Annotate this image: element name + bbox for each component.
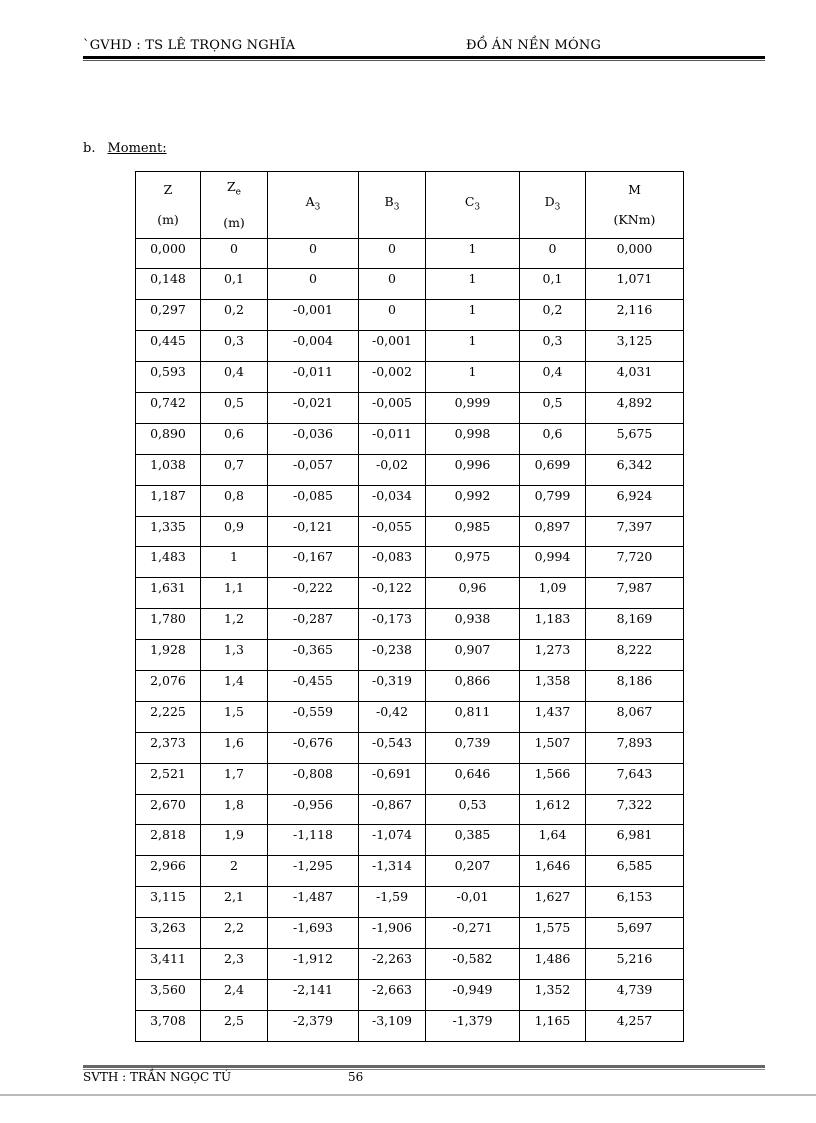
table-cell: 2,1 — [201, 887, 268, 918]
table-row — [136, 392, 684, 423]
table-cell: -0,02 — [359, 454, 426, 485]
table-cell: 1 — [426, 362, 520, 393]
table-row — [136, 918, 684, 949]
table-cell: -3,109 — [359, 1010, 426, 1041]
table-cell: 1,437 — [520, 701, 586, 732]
table-cell: 1 — [426, 238, 520, 269]
table-cell: 4,739 — [586, 979, 684, 1010]
table-row — [136, 269, 684, 300]
table-cell: -0,005 — [359, 392, 426, 423]
table-cell: 0,994 — [520, 547, 586, 578]
table-cell: -0,582 — [426, 948, 520, 979]
table-cell: -0,001 — [268, 300, 359, 331]
table-cell: 1,273 — [520, 640, 586, 671]
table-cell: 1,187 — [136, 485, 201, 516]
header-title: ĐỒ ÁN NỀN MÓNG — [466, 38, 602, 53]
table-cell: 0,7 — [201, 454, 268, 485]
section-marker: b. — [83, 141, 96, 156]
table-cell: 0,890 — [136, 423, 201, 454]
table-cell: -0,036 — [268, 423, 359, 454]
table-cell: 0,000 — [586, 238, 684, 269]
table-row — [136, 701, 684, 732]
table-cell: 2,521 — [136, 763, 201, 794]
table-cell: -0,021 — [268, 392, 359, 423]
table-cell: 0,975 — [426, 547, 520, 578]
footer-student: SVTH : TRẦN NGỌC TÚ — [83, 1070, 232, 1084]
table-cell: -2,263 — [359, 948, 426, 979]
table-cell: 1,2 — [201, 609, 268, 640]
table-cell: -2,141 — [268, 979, 359, 1010]
table-cell: 0 — [359, 269, 426, 300]
table-cell: 1,038 — [136, 454, 201, 485]
table-cell: 1,5 — [201, 701, 268, 732]
table-cell: 7,643 — [586, 763, 684, 794]
table-cell: -0,676 — [268, 732, 359, 763]
table-row — [136, 516, 684, 547]
table-cell: 0,6 — [201, 423, 268, 454]
table-row — [136, 948, 684, 979]
col-header-d3: $D_3$ — [520, 172, 586, 239]
table-row — [136, 794, 684, 825]
table-cell: 0,207 — [426, 856, 520, 887]
table-cell: -0,949 — [426, 979, 520, 1010]
table-cell: 4,257 — [586, 1010, 684, 1041]
table-cell: 0,6 — [520, 423, 586, 454]
table-cell: 5,216 — [586, 948, 684, 979]
table-cell: 0,148 — [136, 269, 201, 300]
table-cell: -1,912 — [268, 948, 359, 979]
table-cell: 2,076 — [136, 670, 201, 701]
table-cell: -0,238 — [359, 640, 426, 671]
table-cell: 0,3 — [520, 331, 586, 362]
table-cell: 6,981 — [586, 825, 684, 856]
table-cell: 0,297 — [136, 300, 201, 331]
table-cell: 0,646 — [426, 763, 520, 794]
table-cell: -0,808 — [268, 763, 359, 794]
table-row — [136, 763, 684, 794]
header-rule — [83, 56, 765, 59]
table-cell: -2,379 — [268, 1010, 359, 1041]
table-cell: 1,358 — [520, 670, 586, 701]
table-cell: -1,693 — [268, 918, 359, 949]
table-row — [136, 485, 684, 516]
table-cell: 8,067 — [586, 701, 684, 732]
table-cell: 7,397 — [586, 516, 684, 547]
table-cell: -0,122 — [359, 578, 426, 609]
table-row — [136, 300, 684, 331]
table-cell: -0,034 — [359, 485, 426, 516]
table-cell: 0,999 — [426, 392, 520, 423]
table-cell: -0,287 — [268, 609, 359, 640]
table-row — [136, 609, 684, 640]
table-cell: 1,64 — [520, 825, 586, 856]
table-cell: 0,2 — [201, 300, 268, 331]
table-cell: 0 — [201, 238, 268, 269]
table-cell: 5,675 — [586, 423, 684, 454]
table-cell: -0,559 — [268, 701, 359, 732]
table-cell: -1,59 — [359, 887, 426, 918]
table-cell: 0,992 — [426, 485, 520, 516]
table-cell: 1,483 — [136, 547, 201, 578]
table-cell: 3,115 — [136, 887, 201, 918]
table-cell: -0,867 — [359, 794, 426, 825]
table-cell: -0,173 — [359, 609, 426, 640]
table-cell: 1,9 — [201, 825, 268, 856]
table-cell: 2,373 — [136, 732, 201, 763]
table-cell: 0,866 — [426, 670, 520, 701]
table-cell: 1,1 — [201, 578, 268, 609]
col-header-a3: $A_3$ — [268, 172, 359, 239]
table-cell: 1,631 — [136, 578, 201, 609]
table-cell: 2,818 — [136, 825, 201, 856]
table-row — [136, 454, 684, 485]
table-cell: 2,966 — [136, 856, 201, 887]
table-header-row — [136, 172, 684, 239]
table-cell: 1,165 — [520, 1010, 586, 1041]
table-cell: -0,004 — [268, 331, 359, 362]
table-cell: 1,071 — [586, 269, 684, 300]
table-cell: 1 — [201, 547, 268, 578]
table-cell: -1,314 — [359, 856, 426, 887]
table-cell: 0,2 — [520, 300, 586, 331]
table-cell: -0,001 — [359, 331, 426, 362]
table-row — [136, 547, 684, 578]
table-cell: 6,342 — [586, 454, 684, 485]
table-row — [136, 238, 684, 269]
table-cell: 1,507 — [520, 732, 586, 763]
table-cell: -0,083 — [359, 547, 426, 578]
table-cell: 1,352 — [520, 979, 586, 1010]
table-cell: -1,295 — [268, 856, 359, 887]
table-cell: 0,96 — [426, 578, 520, 609]
table-cell: 0,3 — [201, 331, 268, 362]
table-cell: 0,699 — [520, 454, 586, 485]
table-cell: 7,720 — [586, 547, 684, 578]
table-row — [136, 423, 684, 454]
table-row — [136, 640, 684, 671]
table-cell: 2,2 — [201, 918, 268, 949]
table-cell: 3,125 — [586, 331, 684, 362]
table-cell: 4,892 — [586, 392, 684, 423]
table-cell: 1,183 — [520, 609, 586, 640]
table-cell: 0,4 — [201, 362, 268, 393]
table-cell: -0,455 — [268, 670, 359, 701]
table-cell: 0,811 — [426, 701, 520, 732]
section-title: Moment: — [107, 141, 167, 156]
table-cell: -0,365 — [268, 640, 359, 671]
col-header-ze: $Z_e$ (m) — [201, 172, 268, 239]
table-cell: 0 — [268, 269, 359, 300]
table-row — [136, 856, 684, 887]
table-cell: 1,928 — [136, 640, 201, 671]
table-cell: 1,612 — [520, 794, 586, 825]
table-cell: 2,4 — [201, 979, 268, 1010]
table-cell: 0,996 — [426, 454, 520, 485]
table-row — [136, 1010, 684, 1041]
table-cell: 0,4 — [520, 362, 586, 393]
table-cell: 0,938 — [426, 609, 520, 640]
table-row — [136, 732, 684, 763]
table-cell: 0,9 — [201, 516, 268, 547]
footer-rule — [83, 1065, 765, 1068]
table-cell: 2 — [201, 856, 268, 887]
table-cell: 0 — [359, 300, 426, 331]
table-cell: 1,6 — [201, 732, 268, 763]
section-heading — [83, 141, 167, 156]
table-cell: -0,011 — [359, 423, 426, 454]
table-cell: 1,575 — [520, 918, 586, 949]
table-cell: -0,002 — [359, 362, 426, 393]
table-cell: 0,53 — [426, 794, 520, 825]
table-cell: 3,708 — [136, 1010, 201, 1041]
table-cell: 0,985 — [426, 516, 520, 547]
table-cell: -0,42 — [359, 701, 426, 732]
table-cell: -0,319 — [359, 670, 426, 701]
table-cell: 1,566 — [520, 763, 586, 794]
table-cell: -0,085 — [268, 485, 359, 516]
table-cell: 0 — [359, 238, 426, 269]
table-cell: 0,1 — [201, 269, 268, 300]
table-cell: 0,1 — [520, 269, 586, 300]
table-cell: -0,222 — [268, 578, 359, 609]
table-cell: 7,987 — [586, 578, 684, 609]
table-cell: 6,153 — [586, 887, 684, 918]
table-row — [136, 825, 684, 856]
table-cell: 0,998 — [426, 423, 520, 454]
table-cell: 1 — [426, 269, 520, 300]
table-cell: 0,799 — [520, 485, 586, 516]
table-cell: 8,222 — [586, 640, 684, 671]
table-row — [136, 362, 684, 393]
table-cell: 2,670 — [136, 794, 201, 825]
table-cell: 7,322 — [586, 794, 684, 825]
table-cell: 0,742 — [136, 392, 201, 423]
table-cell: 0 — [268, 238, 359, 269]
table-cell: 0,5 — [520, 392, 586, 423]
table-cell: -0,956 — [268, 794, 359, 825]
table-cell: 5,697 — [586, 918, 684, 949]
table-cell: 1,4 — [201, 670, 268, 701]
col-header-c3: $C_3$ — [426, 172, 520, 239]
table-cell: -0,055 — [359, 516, 426, 547]
table-row — [136, 670, 684, 701]
table-cell: -0,121 — [268, 516, 359, 547]
table-cell: 2,116 — [586, 300, 684, 331]
table-cell: 6,585 — [586, 856, 684, 887]
table-row — [136, 887, 684, 918]
table-cell: -0,543 — [359, 732, 426, 763]
table-cell: 1 — [426, 300, 520, 331]
header-rule-thin — [83, 60, 765, 61]
table-cell: 2,3 — [201, 948, 268, 979]
table-cell: 8,169 — [586, 609, 684, 640]
table-cell: 3,411 — [136, 948, 201, 979]
table-cell: 1,780 — [136, 609, 201, 640]
table-cell: -0,057 — [268, 454, 359, 485]
col-header-z: Z (m) — [136, 172, 201, 239]
table-cell: 0,5 — [201, 392, 268, 423]
table-cell: -1,074 — [359, 825, 426, 856]
table-cell: 0,897 — [520, 516, 586, 547]
table-cell: 0 — [520, 238, 586, 269]
table-cell: 1,627 — [520, 887, 586, 918]
table-cell: -0,011 — [268, 362, 359, 393]
table-cell: -0,167 — [268, 547, 359, 578]
table-cell: 6,924 — [586, 485, 684, 516]
table-row — [136, 979, 684, 1010]
table-cell: 0,385 — [426, 825, 520, 856]
table-cell: 0,593 — [136, 362, 201, 393]
table-cell: -1,379 — [426, 1010, 520, 1041]
table-cell: -0,271 — [426, 918, 520, 949]
table-cell: 1,8 — [201, 794, 268, 825]
table-cell: 0,8 — [201, 485, 268, 516]
table-cell: 0,907 — [426, 640, 520, 671]
table-cell: -0,691 — [359, 763, 426, 794]
table-cell: 3,560 — [136, 979, 201, 1010]
table-cell: -1,906 — [359, 918, 426, 949]
table-cell: 0,445 — [136, 331, 201, 362]
col-header-m: M (KNm) — [586, 172, 684, 239]
table-cell: -0,01 — [426, 887, 520, 918]
table-cell: 1,486 — [520, 948, 586, 979]
moment-table — [135, 171, 684, 1042]
table-cell: 1 — [426, 331, 520, 362]
header-advisor: `GVHD : TS LÊ TRỌNG NGHĨA — [83, 38, 296, 53]
page-number: 56 — [348, 1070, 364, 1084]
table-cell: 1,646 — [520, 856, 586, 887]
table-row — [136, 331, 684, 362]
table-cell: -1,118 — [268, 825, 359, 856]
table-cell: 1,3 — [201, 640, 268, 671]
table-cell: 3,263 — [136, 918, 201, 949]
table-row — [136, 578, 684, 609]
table-cell: 4,031 — [586, 362, 684, 393]
table-cell: 2,225 — [136, 701, 201, 732]
table-cell: -1,487 — [268, 887, 359, 918]
col-header-b3: $B_3$ — [359, 172, 426, 239]
table-cell: 0,000 — [136, 238, 201, 269]
table-cell: 1,335 — [136, 516, 201, 547]
table-cell: 8,186 — [586, 670, 684, 701]
table-cell: -2,663 — [359, 979, 426, 1010]
table-cell: 1,7 — [201, 763, 268, 794]
table-cell: 1,09 — [520, 578, 586, 609]
table-cell: 0,739 — [426, 732, 520, 763]
page-edge-line — [0, 1094, 816, 1096]
table-cell: 2,5 — [201, 1010, 268, 1041]
table-cell: 7,893 — [586, 732, 684, 763]
